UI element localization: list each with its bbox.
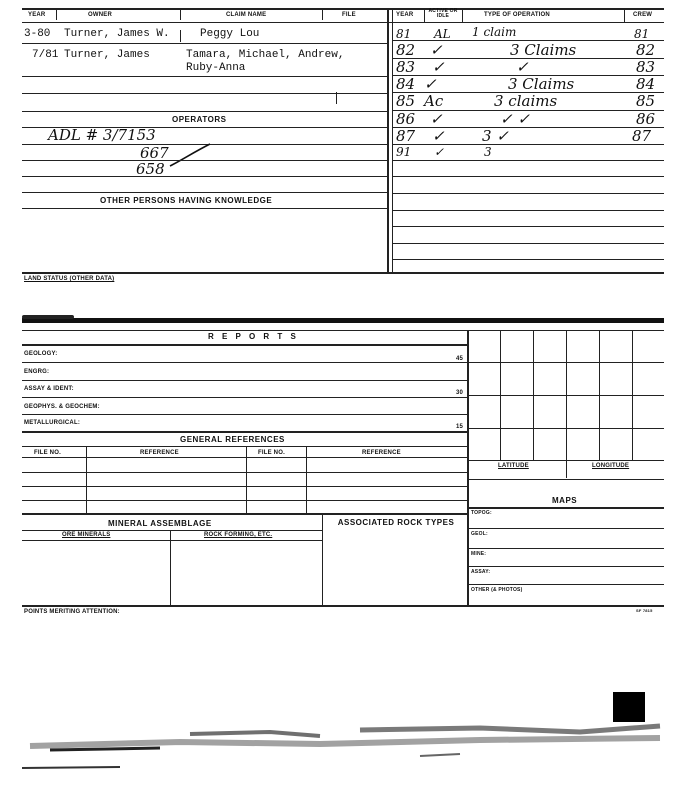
map-item: ASSAY: — [471, 569, 491, 575]
col-reference-2: REFERENCE — [362, 450, 401, 456]
op-status: ✓ — [430, 41, 443, 59]
owner-row-owner: Turner, James W. — [64, 28, 170, 40]
op-year: 85 — [396, 92, 416, 110]
latitude-label: LATITUDE — [498, 463, 529, 469]
owner-row-owner: Turner, James — [64, 49, 150, 61]
op-type: 3 ✓ — [482, 127, 509, 145]
op-type: 3 Claims — [508, 75, 575, 93]
land-status-label: LAND STATUS (OTHER DATA) — [24, 276, 115, 282]
owner-row-claim: Tamara, Michael, Andrew, — [186, 49, 345, 61]
op-status: AL — [434, 27, 451, 41]
report-label: GEOLOGY: — [24, 351, 58, 357]
report-label: GEOPHYS. & GEOCHEM: — [24, 404, 100, 410]
op-year: 87 — [396, 127, 416, 145]
operator-entry: 667 — [140, 144, 169, 162]
op-type: 3 claims — [494, 92, 558, 110]
op-year: 91 — [396, 145, 412, 159]
section-divider-bar — [22, 318, 664, 323]
col-reference: REFERENCE — [140, 450, 179, 456]
op-status: ✓ — [434, 145, 445, 159]
scan-smudge — [22, 315, 74, 319]
header-claim-name: CLAIM NAME — [226, 12, 267, 18]
op-year: 84 — [396, 75, 416, 93]
header-type-of-operation: TYPE OF OPERATION — [484, 12, 550, 18]
owner-row-claim: Ruby-Anna — [186, 62, 246, 74]
operator-entry: 658 — [136, 160, 165, 178]
ore-minerals-label: ORE MINERALS — [62, 532, 111, 538]
op-year: 81 — [396, 27, 412, 41]
op-type: ✓ ✓ — [500, 110, 530, 128]
maps-title: MAPS — [552, 496, 578, 505]
owner-row-year: 3-80 — [24, 28, 51, 40]
op-crew: 84 — [636, 75, 656, 93]
op-status: ✓ — [432, 58, 445, 76]
owner-row-claim: Peggy Lou — [200, 28, 260, 40]
op-status: ✓ — [432, 127, 445, 145]
general-references-title: GENERAL REFERENCES — [180, 435, 285, 444]
op-status: ✓ — [424, 75, 437, 93]
report-label: ENGRG: — [24, 369, 50, 375]
scan-noise-band — [20, 712, 672, 782]
operator-slash-mark — [168, 142, 212, 170]
op-crew: 86 — [636, 110, 656, 128]
op-type: 1 claim — [472, 25, 517, 39]
map-item: MINE: — [471, 551, 487, 557]
operators-title: OPERATORS — [172, 115, 227, 124]
op-type: 3 — [484, 145, 492, 159]
op-type: 3 Claims — [510, 41, 577, 59]
header-year-2: YEAR — [396, 12, 414, 18]
header-active-or-idle: ACTIVE OR IDLE — [428, 8, 458, 19]
op-status: Ac — [424, 92, 444, 110]
header-file: FILE — [342, 12, 356, 18]
op-year: 83 — [396, 58, 416, 76]
other-persons-title: OTHER PERSONS HAVING KNOWLEDGE — [100, 196, 273, 205]
op-crew: 87 — [632, 127, 652, 145]
rock-forming-label: ROCK FORMING, ETC. — [204, 532, 273, 538]
report-label: METALLURGICAL: — [24, 420, 81, 426]
points-meriting-label: POINTS MERITING ATTENTION: — [24, 609, 120, 615]
op-type: ✓ — [516, 58, 529, 76]
op-crew: 83 — [636, 58, 656, 76]
report-number: 45 — [456, 356, 464, 362]
mineral-assemblage-title: MINERAL ASSEMBLAGE — [108, 519, 212, 528]
associated-rock-types: ASSOCIATED ROCK TYPES — [337, 518, 455, 527]
op-crew: 82 — [636, 41, 656, 59]
map-item: GEOL: — [471, 531, 488, 537]
header-year: YEAR — [28, 12, 46, 18]
header-owner: OWNER — [88, 12, 112, 18]
report-label: ASSAY & IDENT: — [24, 386, 74, 392]
report-number: 15 — [456, 424, 464, 430]
operator-entry: ADL # 3/7153 — [48, 126, 156, 144]
op-year: 86 — [396, 110, 416, 128]
op-year: 82 — [396, 41, 416, 59]
op-status: ✓ — [430, 110, 443, 128]
col-file-no-2: FILE NO. — [258, 450, 285, 456]
op-crew: 81 — [634, 27, 650, 41]
form-number: SF 7815 — [636, 608, 653, 613]
op-crew: 85 — [636, 92, 656, 110]
header-crew: CREW — [633, 12, 653, 18]
map-item: TOPOG: — [471, 510, 492, 516]
map-item: OTHER (& PHOTOS) — [471, 587, 523, 593]
report-number: 30 — [456, 390, 464, 396]
reports-title: R E P O R T S — [208, 332, 299, 341]
longitude-label: LONGITUDE — [592, 463, 630, 469]
owner-row-year: 7/81 — [32, 49, 59, 61]
col-file-no: FILE NO. — [34, 450, 61, 456]
